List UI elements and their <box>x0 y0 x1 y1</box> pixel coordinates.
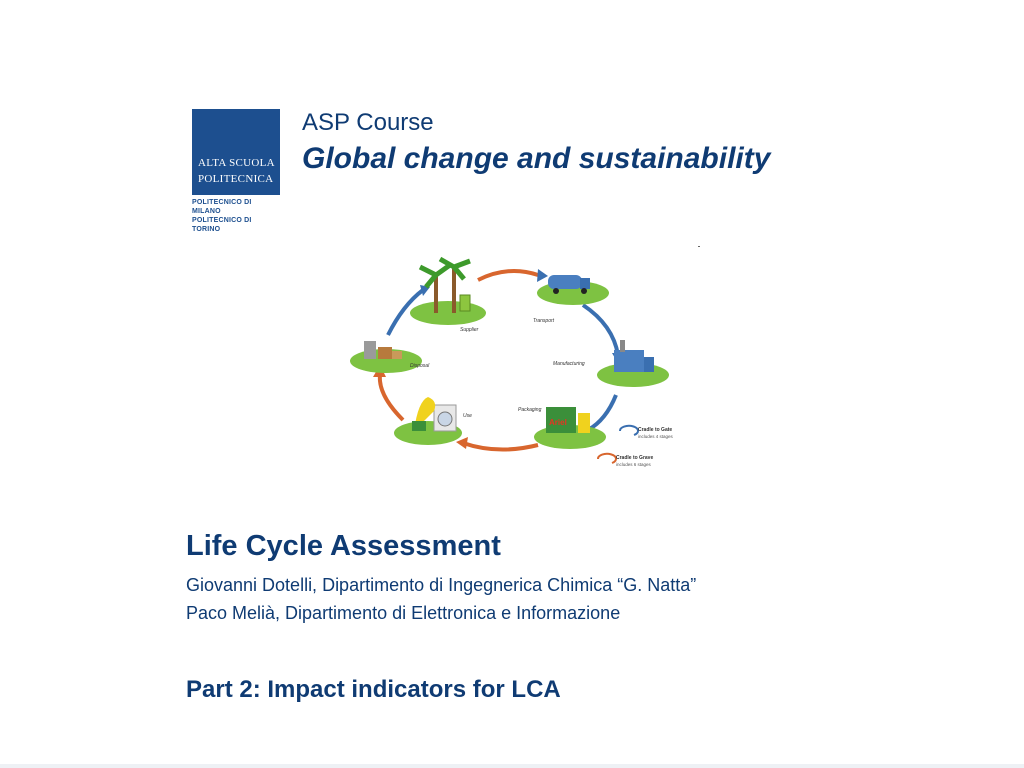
part-title: Part 2: Impact indicators for LCA <box>186 676 561 703</box>
packaging-label: Packaging <box>518 407 542 413</box>
author-2: Paco Melià, Dipartimento di Elettronica e Informazione <box>186 603 621 623</box>
logo-box <box>192 109 280 195</box>
packaging-brand: Ariel <box>549 418 567 427</box>
arrow-head-4 <box>456 437 468 449</box>
legend-gate-arrow <box>620 426 638 435</box>
legend-grave-title: Cradle to Grave <box>616 455 654 461</box>
disposal-stage <box>350 341 430 373</box>
asp-logo <box>192 109 282 233</box>
logo-line1: ALTA SCUOLA <box>198 157 275 169</box>
supplier-label: Supplier <box>460 327 479 333</box>
course-title: Global change and sustainability <box>302 142 771 175</box>
legend-grave-note: includes 6 stages <box>616 462 651 467</box>
logo-sub2: POLITECNICO DI TORINO <box>192 217 252 233</box>
logo-sub <box>192 198 282 234</box>
logo-sub1: POLITECNICO DI MILANO <box>192 199 252 215</box>
manufacturing-stage <box>553 340 669 387</box>
arrow-use-disposal <box>380 375 403 420</box>
transport-label: Transport <box>533 318 555 324</box>
course-label: ASP Course <box>302 109 434 136</box>
arrow-supplier-transport <box>478 271 538 280</box>
logo-line2: POLITECNICA <box>198 173 274 185</box>
packaging-stage <box>518 407 606 449</box>
legend-grave-arrow <box>598 454 616 463</box>
life-cycle-diagram <box>348 245 698 475</box>
use-label: Use <box>463 413 472 419</box>
legend-gate-title: Cradle to Gate <box>638 427 673 433</box>
legend-gate-note: includes 4 stages <box>638 434 673 439</box>
use-stage <box>394 397 472 445</box>
section-title: Life Cycle Assessment <box>186 530 501 562</box>
arrow-packaging-use <box>463 443 538 450</box>
diagram-legend <box>598 426 674 467</box>
arrow-transport-manufacturing <box>583 305 618 355</box>
disposal-label: Disposal <box>410 363 430 369</box>
arrow-head-1 <box>537 269 548 282</box>
manufacturing-label: Manufacturing <box>553 361 585 367</box>
bottom-border <box>0 764 1024 768</box>
supplier-stage <box>410 259 486 333</box>
author-1: Giovanni Dotelli, Dipartimento di Ingegnerica Chimica “G. Natta” <box>186 575 697 595</box>
stray-dot <box>698 246 700 247</box>
arrow-manufacturing-packaging <box>588 395 616 430</box>
